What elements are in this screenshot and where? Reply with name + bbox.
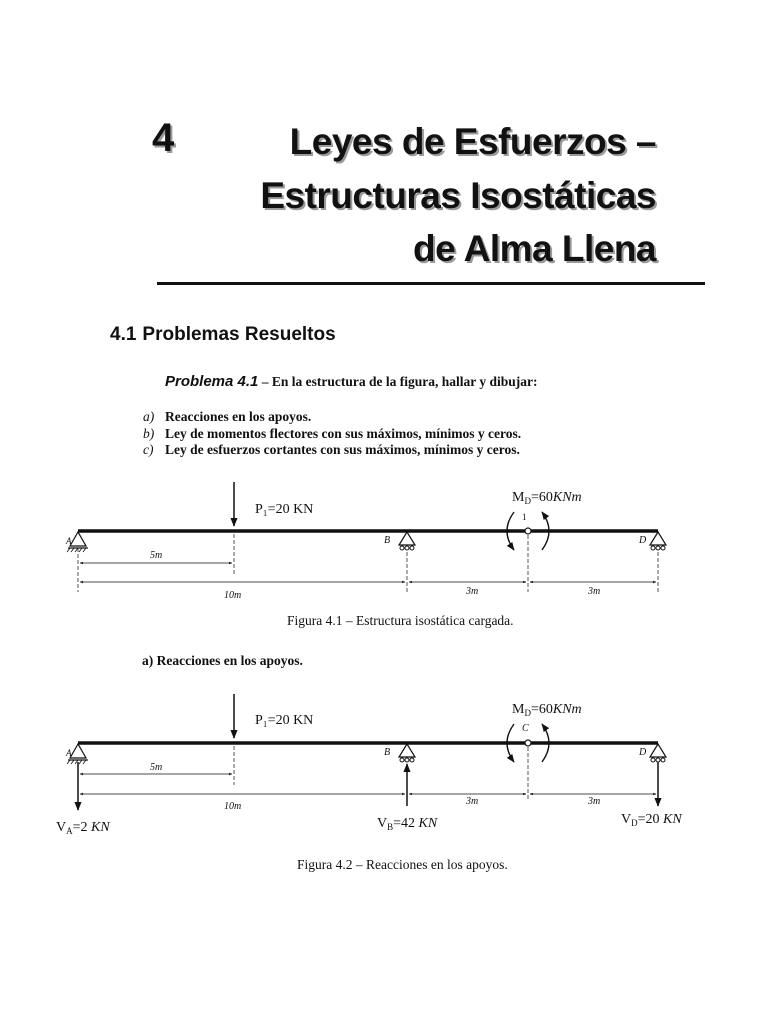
dim-3m-right-label: 3m [588,586,601,597]
support-d [650,532,666,550]
section-title: Problemas Resueltos [142,324,336,345]
item-marker: a) [143,409,155,425]
subheading-reactions: a) Reacciones en los apoyos. [142,653,303,668]
load-label: P₁=20 KN [255,713,314,728]
support-d-label: D [639,747,647,758]
dim-3m-right-label: 3m [588,796,601,807]
item-text: Ley de esfuerzos cortantes con sus máximos, mínimos y ceros. [165,442,520,458]
support-b [399,532,415,550]
reaction-d-label: $V_D=20$ KN [621,812,682,828]
support-b-label: B [384,535,391,546]
support-d-label: D [639,535,647,546]
support-b [399,744,415,762]
item-text: Reacciones en los apoyos. [165,409,312,425]
problem-label: Problema 4.1 [165,373,259,390]
support-a-label: A [66,748,72,758]
dim-3m-left-label: 3m [466,796,479,807]
figure-1-caption: Figura 4.1 – Estructura isostática cargada. [287,613,514,628]
hinge-label: C [522,723,529,734]
dim-3m-left-label: 3m [466,586,479,597]
chapter-title-line-2: Estructuras Isostáticas [260,175,656,216]
support-d [650,744,666,762]
dim-5m-label: 5m [150,550,163,561]
figure-2 [56,694,682,836]
hinge-label: 1 [522,512,527,522]
hinge [525,528,531,534]
dim-10m-label: 10m [224,590,242,601]
moment-label: $M_D=60KNm$ [512,702,582,718]
reaction-a-label: $V_A=2$ KN [56,820,110,836]
item-marker: b) [143,425,155,441]
figure-1 [65,482,666,601]
chapter-title-line-3: de Alma Llena [413,228,656,269]
dim-10m-label: 10m [224,801,242,812]
item-text: Ley de momentos flectores con sus máximos, mínimos y ceros. [165,425,522,441]
chapter-number: 4 [152,116,174,160]
support-a-label: A [66,536,72,546]
dim-5m-label: 5m [150,762,163,773]
hinge [525,740,531,746]
section-number: 4.1 [110,324,137,345]
item-marker: c) [143,442,154,458]
moment-label: $M_D=60KNm$ [512,490,582,506]
chapter-title-line-1: Leyes de Esfuerzos – [289,121,656,162]
problem-text: – En la estructura de la figura, hallar y dibujar: [258,374,538,389]
load-label: P₁=20 KN [255,502,314,517]
figure-2-caption: Figura 4.2 – Reacciones en los apoyos. [297,857,508,872]
support-b-label: B [384,747,391,758]
reaction-b-label: $V_B=42$ KN [377,816,438,832]
